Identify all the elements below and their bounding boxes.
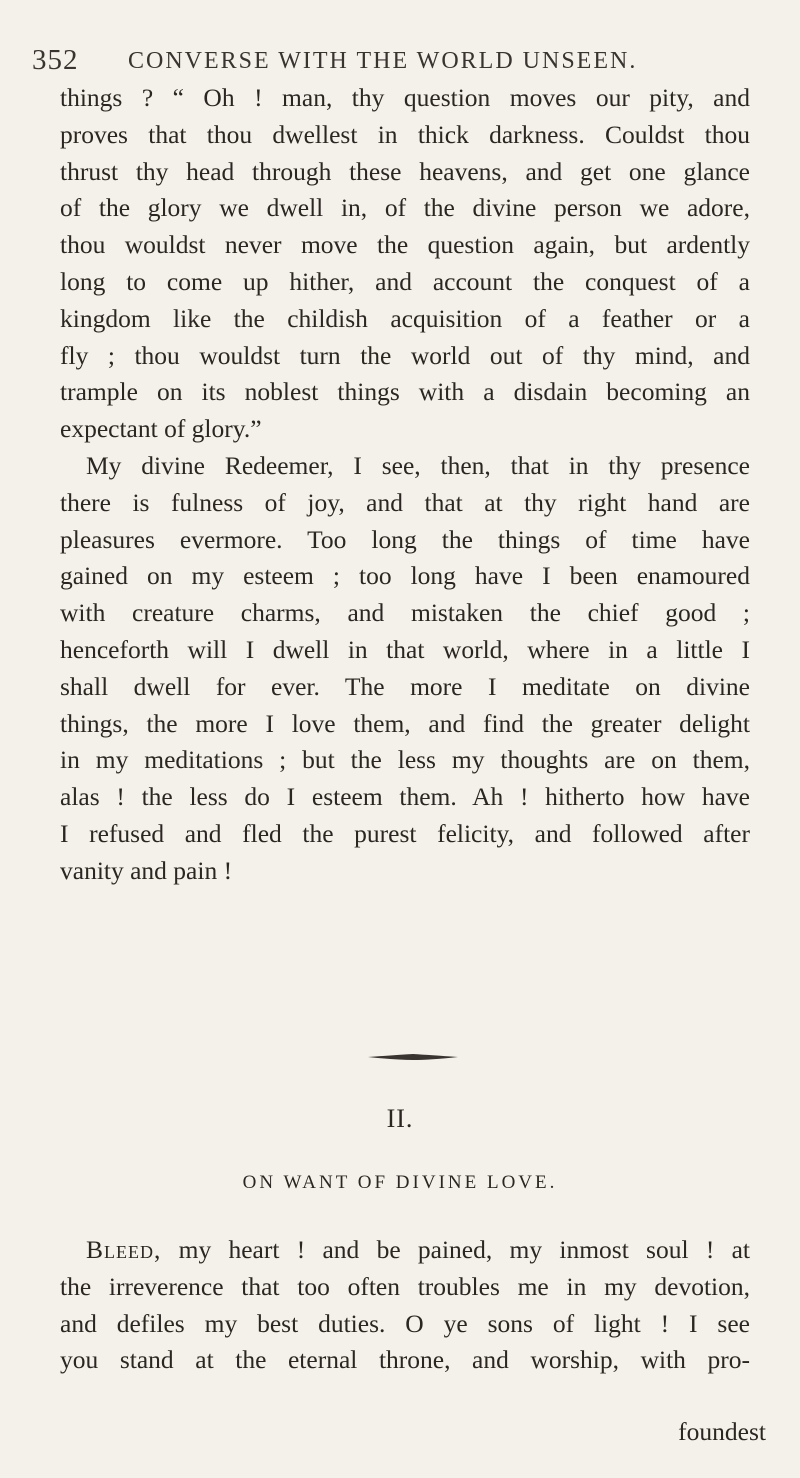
text-line: My divine Redeemer, I see, then, that in thy presence <box>86 450 750 480</box>
text-line: long to come up hither, and account the conquest of a <box>60 266 750 296</box>
text-line: I refused and fled the purest felicity, and followed after <box>60 818 750 848</box>
section-two-text <box>60 1232 750 1379</box>
text-line: fly ; thou wouldst turn the world out of thy mind, and <box>60 340 750 370</box>
text-line: vanity and pain ! <box>60 855 233 885</box>
text-line: in my meditations ; but the less my thoughts are on them, <box>60 745 750 775</box>
running-head <box>32 44 772 84</box>
text-line: proves that thou dwellest in thick darkness. Couldst thou <box>60 119 750 149</box>
section-one-text <box>60 80 750 890</box>
opening-word: Bleed, <box>86 1235 162 1264</box>
text-line: things, the more I love them, and find the greater delight <box>60 708 750 738</box>
text-line: pleasures evermore. Too long the things of time have <box>60 524 750 554</box>
catchword: foundest <box>678 1417 766 1446</box>
text-line: trample on its noblest things with a disdain becoming an <box>60 377 750 407</box>
section-divider-ornament <box>366 1052 460 1062</box>
text-line: henceforth will I dwell in that world, where in a little I <box>60 634 750 664</box>
page-number: 352 <box>32 44 79 76</box>
text-line: alas ! the less do I esteem them. Ah ! hitherto how have <box>60 782 750 812</box>
section-title: ON WANT OF DIVINE LOVE. <box>242 1172 558 1193</box>
text-line: expectant of glory.” <box>60 414 262 444</box>
text-line: thrust thy head through these heavens, and get one glance <box>60 156 750 186</box>
text-line: you stand at the eternal throne, and worship, with pro- <box>60 1345 750 1375</box>
text-line-remainder: my heart ! and be pained, my inmost soul ! at <box>161 1235 750 1264</box>
running-title: CONVERSE WITH THE WORLD UNSEEN. <box>128 48 638 74</box>
text-line: gained on my esteem ; too long have I been enamoured <box>60 561 750 591</box>
text-line: and defiles my best duties. O ye sons of light ! I see <box>60 1308 750 1338</box>
text-line: shall dwell for ever. The more I meditate on divine <box>60 671 750 701</box>
text-line: there is fulness of joy, and that at thy right hand are <box>60 487 750 517</box>
text-line: the irreverence that too often troubles me in my devotion, <box>60 1271 750 1301</box>
text-line: with creature charms, and mistaken the chief good ; <box>60 598 750 628</box>
text-line: things ? “ Oh ! man, thy question moves our pity, and <box>60 83 750 112</box>
text-line: thou wouldst never move the question again, but ardently <box>60 230 750 260</box>
text-line: of the glory we dwell in, of the divine person we adore, <box>60 193 750 223</box>
text-line: kingdom like the childish acquisition of a feather or a <box>60 303 750 333</box>
section-numeral: II. <box>386 1104 414 1133</box>
text-line <box>60 1232 750 1269</box>
